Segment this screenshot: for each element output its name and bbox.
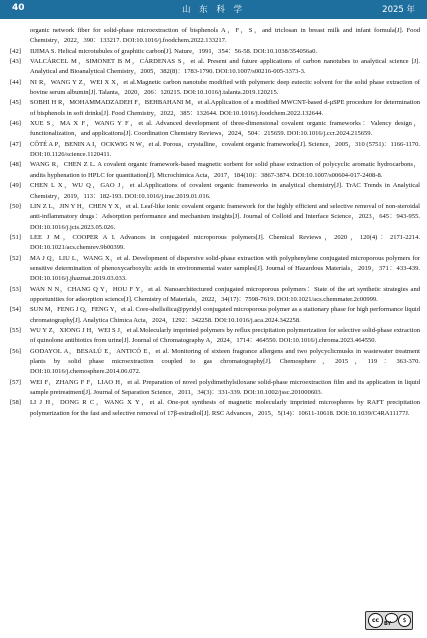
reference-item: [10, 160, 420, 181]
reference-item: [10, 202, 420, 233]
reference-text: NI R，WANG Y Z，WEI X X，et al.Magnetic carbon nanotube modified with polymeric deep eutectic solvent for the solid phase extraction of bovine serum albumin[J]. Talanta，2020，206：120215. DOI:10.1016/j.talanta.2019.120215.: [30, 78, 420, 97]
reference-item: [10, 347, 420, 378]
reference-text: LI J H，DONG R C，WANG X Y，et al. One-pot synthesis of magnetic molecularly imprinted microspheres by RAFT precipitation polymerization for the fast and selective removal of 17β-estradiol[J]. RSC Advances，2015，5(14)：10611-10618. DOI:10.1039/C4RA11177J.: [30, 399, 420, 417]
reference-text: WEI F，ZHANG F F，LIAO H，et al. Preparation of novel polydimethylsiloxane solid-phase microextraction film and its application in liquid sample pretreatment[J]. Journal of Separation Science，2011，34(3)：331-339. DOI:10.1002/jssc.201000603.: [30, 378, 420, 397]
cc-icon: cc: [368, 613, 383, 628]
reference-item: [10, 378, 420, 399]
reference-number: [51]: [10, 233, 21, 241]
reference-number: [44]: [10, 78, 21, 86]
reference-text: GODAYOL A，BESALÚ E，ANTICÓ E，et al. Monitoring of sixteen fragrance allergens and two polycyclicmusks in wastewater treatment plants by solid phase microextraction coupled to gas chromatography[J]. Chemosphere，2015，119：363-370. DOI:10.1016/j.chemosphere.2014.06.072.: [30, 347, 420, 376]
reference-item: [10, 181, 420, 202]
reference-item: [10, 305, 420, 326]
reference-text: WANG R，CHEN Z L. A covalent organic framework-based magnetic sorbent for solid phase extraction of polycyclic aromatic hydrocarbons，andits hyphenation to HPLC for quantitation[J]. Microchimica Acta，2017，184(10)：3867-3874. DOI:10.1007/s00604-017-2408-8.: [30, 161, 420, 179]
reference-item: [10, 254, 420, 285]
reference-number: [42]: [10, 47, 21, 55]
reference-number: [54]: [10, 306, 21, 314]
journal-title: 山 东 科 学: [181, 5, 246, 15]
reference-text: XUE S，MA X F，WANG Y F，et al. Advanced development of three-dimensional covalent organic frameworks：Valency design，functionalization，and applications[J]. Coordination Chemistry Reviews，2024，504：215659. DOI:10.1016/j.ccr.2024.215659.: [30, 120, 420, 138]
reference-item: [10, 233, 420, 254]
by-label: BY: [384, 621, 392, 627]
reference-number: [57]: [10, 378, 21, 386]
cc-license-badge[interactable]: [365, 611, 413, 630]
reference-text: CHEN L X，WU Q，GAO J，et al.Applications of covalent organic frameworks in analytical chemistry[J]. TrAC Trends in Analytical Chemistry，2019，113：182-193. DOI:10.1016/j.trac.2019.01.016.: [30, 182, 420, 200]
reference-item: [10, 78, 420, 99]
reference-text: MA J Q，LIU L，WANG X，et al. Development of dispersive solid-phase extraction with polyphenylene conjugated microporous polymers for sensitive determination of phenoxycarboxylic acids in environmental water samples[J]. Journal of Hazardous Materials，2019，371：433-439. DOI:10.1016/j.jhazmat.2019.03.033.: [30, 254, 420, 283]
reference-text: SOBHI H R，MOHAMMADZADEH F，BEHBAHANI M，et al.Application of a modified MWCNT-based d-μSPE procedure for determination of bisphenols in soft drinks[J]. Food Chemistry，2022，385：132644. DOI:10.1016/j.foodchem.2022.132644.: [30, 99, 420, 117]
reference-text: SUN M，FENG J Q，FENG Y，et al. Core-shellsilica@pyridyl conjugated microporous polymer as a stationary phase for high performance liquid chromatography[J]. Analytica Chimica Acta，2024，1292：342258. DOI:10.1016/j.aca.2024.342258.: [30, 306, 420, 324]
reference-item: [10, 98, 420, 119]
journal-year: 2025 年: [382, 5, 415, 15]
reference-item: [10, 398, 420, 419]
reference-item: [10, 26, 420, 47]
reference-number: [46]: [10, 120, 21, 128]
reference-number: [56]: [10, 347, 21, 355]
reference-number: [48]: [10, 161, 21, 169]
reference-number: [55]: [10, 326, 21, 334]
reference-number: [43]: [10, 58, 21, 66]
reference-list: [10, 26, 420, 419]
reference-number: [58]: [10, 399, 21, 407]
page-number: 40: [12, 3, 25, 13]
reference-text: WAN N N，CHANG Q Y，HOU F Y，et al. Nanoarchitectured conjugated microporous polymers：State of the art synthetic strategies and opportunities for adsorption science[J]. Chemistry of Materials，2022，34(17)：7598-7619. DOI:10.1021/acs.chemmater.2c00999.: [30, 285, 420, 303]
noncommercial-icon: $: [398, 614, 411, 627]
reference-text: LEE J M，COOPER A I. Advances in conjugated microporous polymers[J]. Chemical Reviews，2020，120(4)：2171-2214. DOI:10.1021/acs.chemrev.9b00399.: [30, 233, 420, 252]
reference-text: CÔTÉ A P，BENIN A I，OCKWIG N W，et al. Porous，crystalline，covalent organic frameworks[J]. Science，2005，310 (5751)：1166-1170. DOI:10.1126/science.1120411.: [30, 140, 420, 159]
reference-text: WU Y Z，XIONG J H，WEI S J，et al.Molecularly imprinted polymers by reflux precipitation polymerization for selective solid-phase extraction of quinolone antibiotics from urine[J]. Journal of Chromatography A，2024，1714：464550. DOI:10.1016/j.chroma.2023.464550.: [30, 326, 420, 345]
reference-item: [10, 57, 420, 78]
reference-text: VALCÁRCEL M，SIMONET B M，CÁRDENAS S，et al. Present and future applications of carbon nanotubes to analytical science [J]. Analytical and Bioanalytical Chemistry，2005，382(8)：1783-1790. DOI:10.1007/s00216-005-3373-3.: [30, 58, 420, 76]
reference-number: [47]: [10, 140, 21, 148]
reference-text: LIN Z L，JIN Y H，CHEN Y X，et al. Leaf-like ionic covalent organic framework for the highly efficient and selective removal of non-steroidal anti-inflammatory drugs：Adsorption performance and mechanism insights[J]. Journal of Colloid and Interface Science，2023，645：943-955. DOI:10.1016/j.jcis.2023.05.026.: [30, 202, 420, 231]
reference-text: IIJIMA S. Helical microtubules of graphitic carbon[J]. Nature，1991，354：56-58. DOI:10.1038/354056a0.: [30, 47, 318, 55]
reference-number: [50]: [10, 202, 21, 210]
reference-item: [10, 326, 420, 347]
reference-number: [49]: [10, 182, 21, 190]
reference-number: [53]: [10, 285, 21, 293]
reference-item: [10, 47, 420, 57]
reference-number: [45]: [10, 99, 21, 107]
reference-item: [10, 119, 420, 140]
reference-item: [10, 285, 420, 306]
reference-number: [52]: [10, 254, 21, 262]
journal-header: [0, 0, 427, 19]
reference-item: [10, 140, 420, 161]
reference-text: organic network fiber for solid-phase microextraction of bisphenols A，F，S，and triclosan in breast milk and infant formula[J]. Food Chemistry，2022，390：133217. DOI:10.1016/j.foodchem.2022.133217.: [30, 27, 420, 45]
